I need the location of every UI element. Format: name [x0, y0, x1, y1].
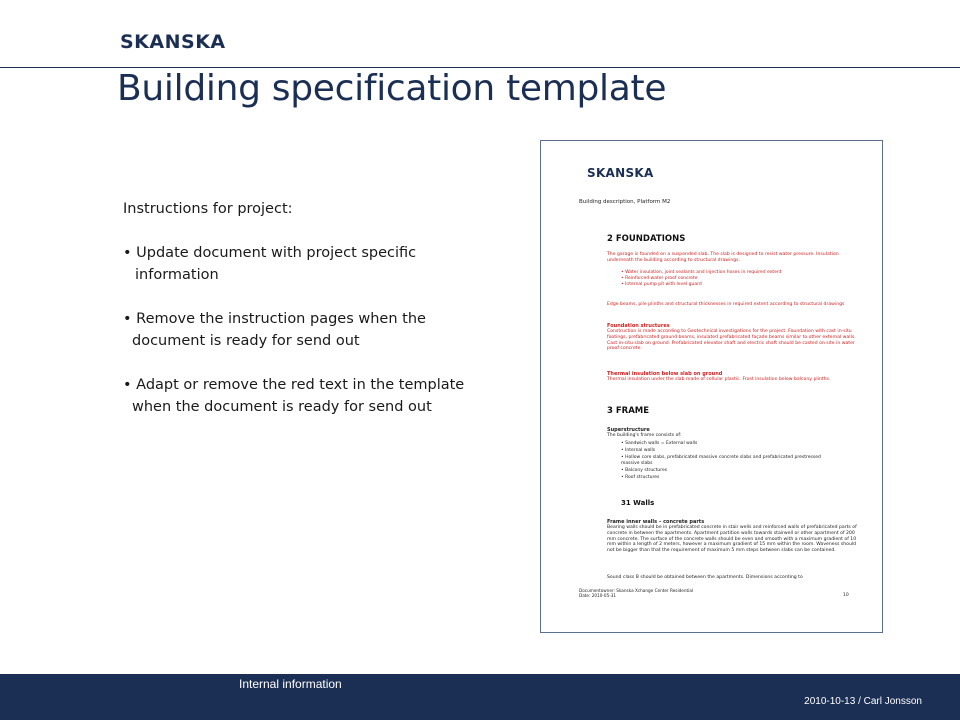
- doc-paragraph: Bearing walls should be in prefabricated concrete in stair wells and reinforced walls of prefabricated parts of concrete in between the apartments. Apartment partition walls towards stairwell or other apartment of 200 mm concrete. The surface of the concrete walls should be even and smooth with a maximum gradient of 10 mm within a length of 2 meters, however a maximum gradient of 15 mm within the room. Waveness should not be bigger than that the requirement of maximum 5 mm steps between slabs can be contained.: [607, 525, 857, 554]
- doc-heading-foundations: 2 FOUNDATIONS: [607, 234, 686, 244]
- doc-bullet: • Internal pump pit with level guard: [621, 282, 702, 287]
- doc-subheading: Thermal insulation below slab on ground: [607, 371, 723, 377]
- doc-bullet-text: Balcony structures: [625, 468, 668, 473]
- doc-paragraph: Construction is made according to Geotechnical investigations for the project. Foundation with cast in-situ footings, prefabricated ground beams, insulated prefabricated façade beams similar to other external walls. Cast in-situ slab on ground. Prefabricated elevator shaft and electric shaft should be casted on site in water proof concrete.: [607, 329, 856, 352]
- footer-date-author: 2010-10-13 / Carl Jonsson: [804, 696, 922, 707]
- instruction-2-line-1: • Remove the instruction pages when the: [123, 311, 426, 327]
- doc-page-number: 10: [843, 593, 849, 598]
- instruction-2-line-2: document is ready for send out: [132, 333, 360, 349]
- skanska-logo: SKANSKA: [120, 31, 226, 53]
- doc-bullet: • Balcony structures: [621, 468, 668, 473]
- doc-subheading: Foundation structures: [607, 323, 670, 329]
- instruction-3-line-2: when the document is ready for send out: [132, 399, 432, 415]
- instruction-3-line-1: • Adapt or remove the red text in the template: [123, 377, 465, 393]
- instructions-block: [123, 198, 503, 418]
- doc-paragraph: Thermal insulation under the slab made of cellular plastic. Frost insulation below balcony plinths.: [607, 377, 831, 382]
- doc-bullet-text: Sandwich walls = External walls: [625, 441, 698, 446]
- doc-bullet-text: Water insulation, joint sealants and injection hoses in required extent: [625, 270, 782, 275]
- document-preview: [540, 140, 883, 633]
- doc-bullet: • Hollow core slabs, prefabricated massive concrete slabs and prefabricated prestressed massive slabs: [621, 455, 821, 466]
- doc-footer: [579, 588, 693, 598]
- page-title: Building specification template: [117, 68, 667, 109]
- doc-bullet-text: Reinforced water proof concrete: [625, 276, 698, 281]
- doc-bullet-text: Internal walls: [625, 448, 656, 453]
- doc-bullet: • Internal walls: [621, 448, 656, 453]
- doc-bullet: • Reinforced water proof concrete: [621, 276, 698, 281]
- doc-paragraph: Sound class B should be obtained between the apartments. Dimensions according to: [607, 575, 803, 580]
- doc-bullet-text: Roof structures: [625, 475, 660, 480]
- doc-bullet-text: Internal pump pit with level guard: [625, 282, 702, 287]
- doc-footer-owner: Documentowner: Skanska Xchange Center Residential: [579, 588, 694, 593]
- doc-heading-walls: 31 Walls: [621, 499, 655, 507]
- footer-bar: [0, 674, 960, 720]
- instructions-heading: Instructions for project:: [123, 201, 293, 217]
- doc-paragraph: The garage is founded on a suspended slab. The slab is designed to resist water pressure. Insulation underneath the building according to structural drawings.: [607, 252, 839, 263]
- instruction-1-line-1: • Update document with project specific: [123, 245, 417, 261]
- doc-bullet: • Roof structures: [621, 475, 660, 480]
- doc-bullet: • Sandwich walls = External walls: [621, 441, 698, 446]
- doc-bullet: • Water insulation, joint sealants and injection hoses in required extent: [621, 270, 782, 275]
- doc-subheading: Frame inner walls – concrete parts: [607, 519, 705, 525]
- doc-heading-frame: 3 FRAME: [607, 406, 650, 416]
- instruction-1-line-2: information: [135, 267, 219, 283]
- doc-paragraph: The building's frame consists of:: [607, 433, 682, 438]
- doc-paragraph: Edge beams, pile plinths and structural thicknesses in required extent according to structural drawings: [607, 302, 845, 307]
- doc-logo: SKANSKA: [587, 166, 654, 180]
- doc-footer-date: Date: 2010-05-31: [579, 593, 617, 598]
- doc-bullet-text: Hollow core slabs, prefabricated massive concrete slabs and prefabricated prestressed massive slabs: [621, 455, 821, 466]
- doc-subtitle: Building description, Platform M2: [579, 199, 671, 205]
- footer-classification: Internal information: [239, 677, 342, 691]
- doc-subheading: Superstructure: [607, 427, 650, 433]
